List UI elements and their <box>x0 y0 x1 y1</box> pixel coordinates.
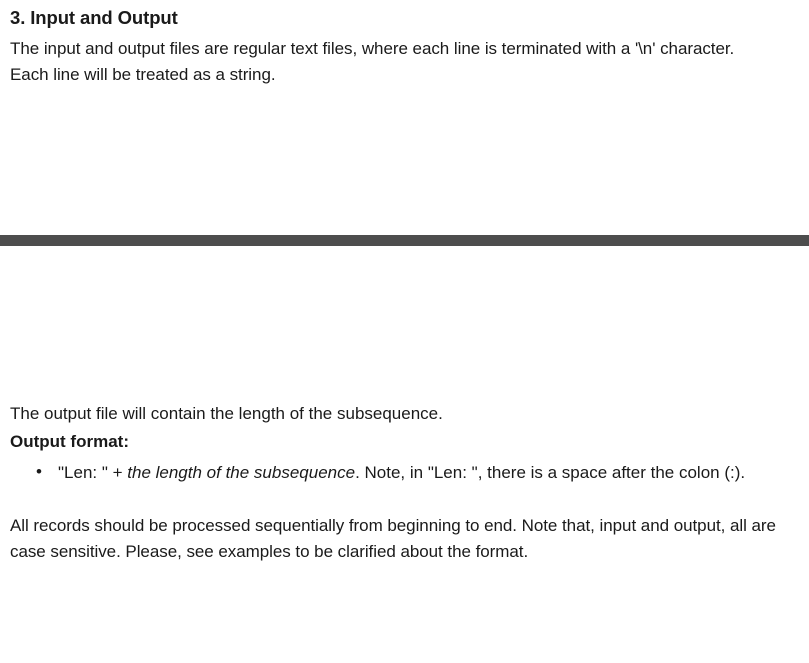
bullet-suffix-text: . Note, in "Len: ", there is a space after the colon (:). <box>355 463 746 483</box>
output-section <box>0 401 809 566</box>
bullet-prefix-text: "Len: " + <box>58 463 128 483</box>
output-format-label: Output format: <box>10 432 129 451</box>
output-format-list <box>10 459 799 487</box>
section-divider <box>0 235 809 246</box>
document-content <box>0 0 809 89</box>
intro-paragraph: The input and output files are regular text files, where each line is terminated with a '\n' character. Each line will be treated as a string. <box>10 38 735 85</box>
output-description: The output file will contain the length of the subsequence. <box>10 403 443 423</box>
bullet-italic-text: the length of the subsequence <box>127 463 356 483</box>
list-item <box>58 459 758 487</box>
blank-region-top <box>0 89 809 235</box>
closing-paragraph: All records should be processed sequentially from beginning to end. Note that, input and output, all are case sensitive. Please, see examples to be clarified about the format. <box>10 515 776 562</box>
section-heading: 3. Input and Output <box>10 7 178 28</box>
blank-region-bottom <box>0 246 809 401</box>
